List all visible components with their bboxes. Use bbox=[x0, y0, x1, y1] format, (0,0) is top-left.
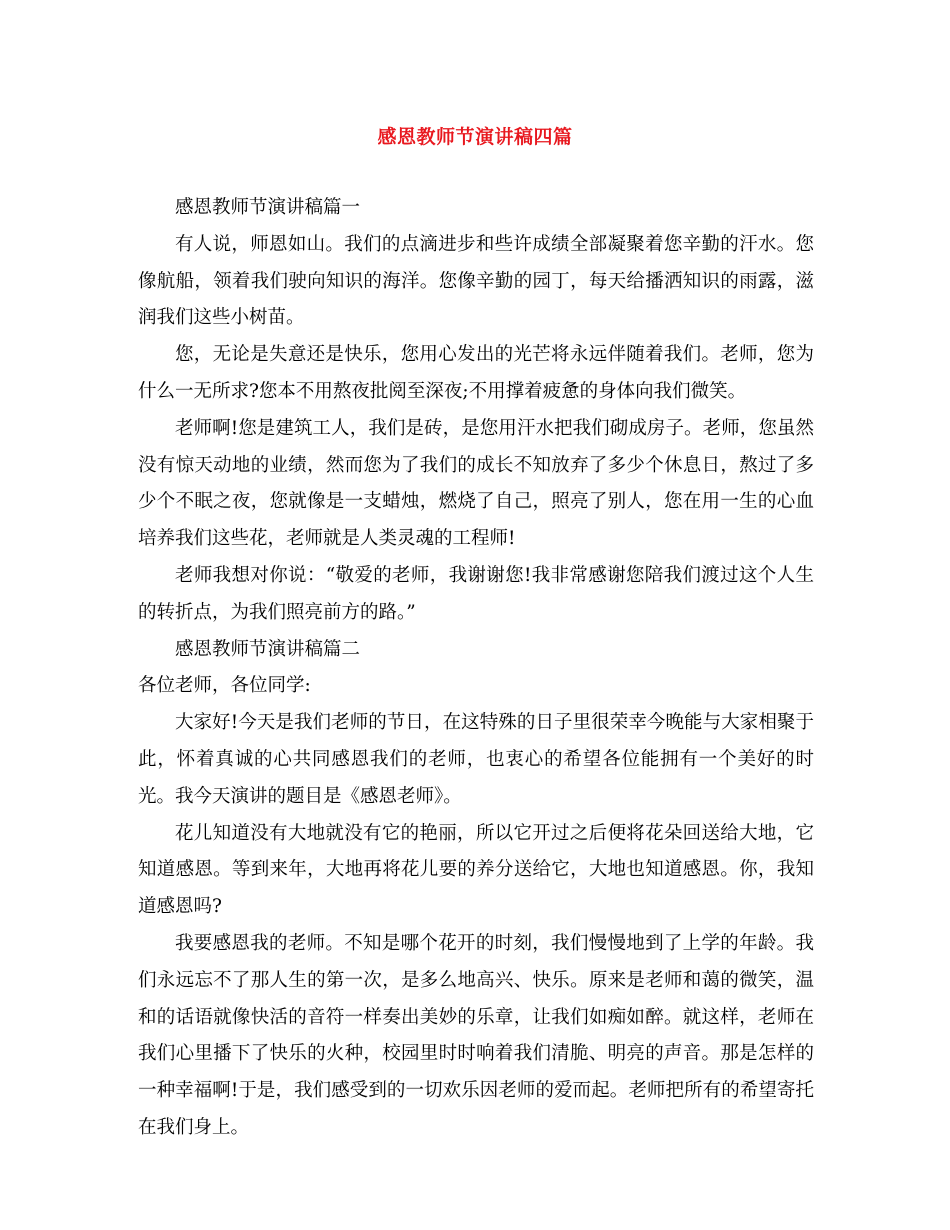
paragraph: 您，无论是失意还是快乐，您用心发出的光芒将永远伴随着我们。老师，您为什么一无所求?您本不用熬夜批阅至深夜;不用撑着疲惫的身体向我们微笑。 bbox=[138, 344, 814, 402]
paragraph: 我要感恩我的老师。不知是哪个花开的时刻，我们慢慢地到了上学的年龄。我们永远忘不了那人生的第一次，是多么地高兴、快乐。原来是老师和蔼的微笑，温和的话语就像快活的音符一样奏出美妙的乐章，让我们如痴如醉。就这样，老师在我们心里播下了快乐的火种，校园里时时响着我们清脆、明亮的声音。那是怎样的一种幸福啊!于是，我们感受到的一切欢乐因老师的爱而起。老师把所有的希望寄托在我们身上。 bbox=[138, 932, 814, 1138]
salutation: 各位老师，各位同学: bbox=[138, 675, 311, 697]
paragraph: 大家好!今天是我们老师的节日，在这特殊的日子里很荣幸今晚能与大家相聚于此，怀着真诚的心共同感恩我们的老师，也衷心的希望各位能拥有一个美好的时光。我今天演讲的题目是《感恩老师》。 bbox=[138, 712, 814, 807]
paragraph: 有人说，师恩如山。我们的点滴进步和些许成绩全部凝聚着您辛勤的汗水。您像航船，领着我们驶向知识的海洋。您像辛勤的园丁，每天给播洒知识的雨露，滋润我们这些小树苗。 bbox=[138, 233, 814, 329]
document-body bbox=[138, 190, 814, 1147]
paragraph: 老师我想对你说：“敬爱的老师，我谢谢您!我非常感谢您陪我们渡过这个人生的转折点，为我们照亮前方的路。” bbox=[138, 564, 814, 623]
section-heading-1: 感恩教师节演讲稿篇一 bbox=[175, 197, 361, 218]
document-title: 感恩教师节演讲稿四篇 bbox=[377, 126, 573, 148]
paragraph: 花儿知道没有大地就没有它的艳丽，所以它开过之后便将花朵回送给大地，它知道感恩。等到来年，大地再将花儿要的养分送给它，大地也知道感恩。你，我知道感恩吗? bbox=[138, 822, 814, 918]
paragraph: 老师啊!您是建筑工人，我们是砖，是您用汗水把我们砌成房子。老师，您虽然没有惊天动地的业绩，然而您为了我们的成长不知放弃了多少个休息日，熬过了多少个不眠之夜，您就像是一支蜡烛，燃烧了自己，照亮了别人，您在用一生的心血培养我们这些花，老师就是人类灵魂的工程师! bbox=[138, 417, 814, 550]
section-heading-2: 感恩教师节演讲稿篇二 bbox=[175, 638, 361, 660]
